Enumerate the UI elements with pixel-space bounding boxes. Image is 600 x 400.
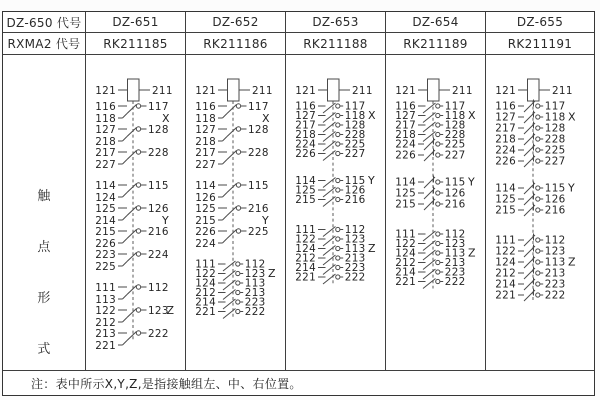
header-dz650-series-label: DZ-650 代号 bbox=[3, 12, 86, 33]
svg-text:215: 215 bbox=[495, 204, 516, 217]
svg-text:124: 124 bbox=[395, 247, 416, 260]
svg-text:215: 215 bbox=[395, 198, 416, 211]
svg-text:122: 122 bbox=[95, 305, 116, 317]
contact-diagram-dz652 bbox=[186, 55, 285, 371]
svg-text:117: 117 bbox=[248, 101, 269, 113]
svg-text:114: 114 bbox=[195, 180, 216, 192]
svg-text:216: 216 bbox=[248, 203, 269, 215]
svg-text:Y: Y bbox=[162, 214, 170, 227]
svg-text:X: X bbox=[468, 109, 476, 122]
svg-text:126: 126 bbox=[444, 187, 466, 200]
svg-text:218: 218 bbox=[395, 129, 416, 141]
svg-text:222: 222 bbox=[148, 328, 169, 340]
svg-text:214: 214 bbox=[395, 266, 416, 279]
svg-text:112: 112 bbox=[148, 282, 169, 294]
svg-text:213: 213 bbox=[244, 287, 266, 299]
svg-text:126: 126 bbox=[344, 184, 366, 197]
svg-text:126: 126 bbox=[148, 203, 169, 215]
svg-text:225: 225 bbox=[95, 261, 116, 273]
svg-text:223: 223 bbox=[444, 266, 466, 279]
svg-text:111: 111 bbox=[495, 234, 516, 247]
svg-text:217: 217 bbox=[195, 147, 216, 159]
svg-text:112: 112 bbox=[544, 234, 566, 247]
svg-text:211: 211 bbox=[352, 85, 373, 97]
svg-text:226: 226 bbox=[295, 148, 316, 160]
svg-text:124: 124 bbox=[495, 256, 516, 269]
svg-text:122: 122 bbox=[195, 268, 216, 280]
svg-text:124: 124 bbox=[195, 277, 216, 290]
svg-text:213: 213 bbox=[344, 252, 366, 265]
code-rk211186: RK211186 bbox=[186, 33, 286, 55]
svg-text:212: 212 bbox=[295, 252, 316, 265]
svg-text:221: 221 bbox=[195, 306, 216, 318]
svg-text:226: 226 bbox=[495, 155, 516, 168]
svg-text:118: 118 bbox=[344, 110, 366, 122]
svg-text:128: 128 bbox=[248, 124, 269, 136]
svg-text:227: 227 bbox=[344, 148, 366, 160]
svg-text:217: 217 bbox=[395, 119, 416, 132]
svg-text:224: 224 bbox=[195, 238, 216, 250]
svg-text:112: 112 bbox=[244, 258, 266, 271]
svg-text:217: 217 bbox=[295, 119, 316, 132]
svg-text:215: 215 bbox=[295, 194, 316, 206]
contact-form-char-4: 式 bbox=[37, 342, 51, 357]
svg-text:212: 212 bbox=[395, 257, 416, 269]
svg-text:116: 116 bbox=[495, 100, 516, 113]
row-label-contact-form bbox=[3, 55, 86, 371]
svg-text:224: 224 bbox=[148, 249, 169, 261]
svg-text:Z: Z bbox=[268, 267, 276, 280]
header-model-dz653: DZ-653 bbox=[286, 12, 386, 33]
svg-text:217: 217 bbox=[495, 122, 516, 135]
svg-text:226: 226 bbox=[395, 149, 416, 162]
svg-text:123: 123 bbox=[344, 233, 366, 246]
svg-text:228: 228 bbox=[544, 133, 566, 146]
svg-text:X: X bbox=[368, 109, 376, 122]
svg-text:121: 121 bbox=[495, 85, 516, 97]
svg-text:225: 225 bbox=[344, 138, 366, 151]
svg-text:211: 211 bbox=[552, 85, 573, 97]
svg-text:116: 116 bbox=[95, 101, 116, 113]
svg-text:223: 223 bbox=[544, 278, 566, 291]
header-model-dz655: DZ-655 bbox=[486, 12, 594, 33]
svg-text:222: 222 bbox=[244, 306, 266, 318]
svg-text:118: 118 bbox=[95, 113, 116, 125]
svg-text:125: 125 bbox=[495, 193, 516, 206]
svg-text:126: 126 bbox=[195, 192, 216, 204]
header-rxma2-series-label: RXMA2 代号 bbox=[3, 33, 86, 55]
svg-text:215: 215 bbox=[195, 215, 216, 227]
svg-text:227: 227 bbox=[195, 159, 216, 171]
svg-text:223: 223 bbox=[344, 262, 366, 274]
svg-text:214: 214 bbox=[495, 278, 516, 291]
svg-text:227: 227 bbox=[444, 149, 466, 162]
svg-text:114: 114 bbox=[495, 182, 516, 195]
svg-text:126: 126 bbox=[544, 193, 566, 206]
svg-text:115: 115 bbox=[444, 176, 466, 189]
svg-text:121: 121 bbox=[295, 85, 316, 97]
contact-diagram-dz651 bbox=[86, 55, 185, 371]
svg-text:125: 125 bbox=[295, 184, 316, 197]
svg-text:114: 114 bbox=[95, 180, 116, 192]
diagram-cell-dz652 bbox=[186, 55, 286, 371]
svg-text:223: 223 bbox=[244, 296, 266, 309]
svg-text:124: 124 bbox=[95, 192, 116, 204]
svg-text:221: 221 bbox=[295, 271, 316, 284]
svg-text:214: 214 bbox=[295, 262, 316, 274]
svg-text:121: 121 bbox=[95, 85, 116, 97]
svg-text:222: 222 bbox=[444, 276, 466, 288]
svg-text:112: 112 bbox=[344, 224, 366, 236]
svg-text:115: 115 bbox=[544, 182, 566, 195]
svg-text:216: 216 bbox=[544, 204, 566, 217]
svg-text:228: 228 bbox=[344, 129, 366, 141]
svg-text:218: 218 bbox=[295, 129, 316, 141]
svg-text:X: X bbox=[262, 112, 270, 125]
svg-text:223: 223 bbox=[95, 249, 116, 261]
code-rk211188: RK211188 bbox=[286, 33, 386, 55]
code-rk211185: RK211185 bbox=[86, 33, 186, 55]
svg-text:113: 113 bbox=[344, 243, 366, 255]
svg-text:123: 123 bbox=[444, 238, 466, 250]
svg-text:117: 117 bbox=[148, 101, 169, 113]
svg-text:112: 112 bbox=[444, 228, 466, 241]
svg-text:Z: Z bbox=[368, 242, 376, 255]
svg-text:127: 127 bbox=[295, 110, 316, 122]
svg-text:225: 225 bbox=[248, 226, 269, 238]
svg-text:218: 218 bbox=[495, 133, 516, 146]
svg-text:224: 224 bbox=[295, 138, 316, 151]
svg-text:227: 227 bbox=[544, 155, 566, 168]
svg-text:211: 211 bbox=[252, 85, 273, 97]
contact-form-char-2: 点 bbox=[37, 240, 51, 255]
contact-diagram-dz655 bbox=[486, 55, 585, 371]
svg-text:113: 113 bbox=[95, 294, 116, 306]
contact-form-char-1: 触 bbox=[37, 189, 51, 204]
svg-text:118: 118 bbox=[544, 111, 566, 124]
svg-text:222: 222 bbox=[544, 289, 566, 302]
svg-text:211: 211 bbox=[452, 85, 473, 97]
svg-text:111: 111 bbox=[395, 228, 416, 241]
svg-text:213: 213 bbox=[544, 267, 566, 280]
svg-text:222: 222 bbox=[344, 271, 366, 284]
svg-text:226: 226 bbox=[195, 226, 216, 238]
diagram-cell-dz653 bbox=[286, 55, 386, 371]
svg-text:123: 123 bbox=[244, 268, 266, 280]
header-model-dz651: DZ-651 bbox=[86, 12, 186, 33]
svg-text:X: X bbox=[568, 110, 576, 124]
svg-text:127: 127 bbox=[195, 124, 216, 136]
svg-text:227: 227 bbox=[95, 159, 116, 171]
svg-text:111: 111 bbox=[295, 224, 316, 236]
svg-text:123: 123 bbox=[544, 245, 566, 258]
svg-text:214: 214 bbox=[95, 215, 116, 227]
diagram-cell-dz655 bbox=[486, 55, 594, 371]
svg-text:228: 228 bbox=[248, 147, 269, 159]
svg-text:111: 111 bbox=[195, 258, 216, 271]
svg-text:127: 127 bbox=[495, 111, 516, 124]
svg-text:212: 212 bbox=[95, 317, 116, 329]
code-rk211189: RK211189 bbox=[386, 33, 486, 55]
svg-text:117: 117 bbox=[444, 100, 466, 113]
svg-text:218: 218 bbox=[95, 136, 116, 148]
contact-diagram-dz653 bbox=[286, 55, 385, 371]
svg-text:121: 121 bbox=[395, 85, 416, 97]
svg-text:116: 116 bbox=[195, 101, 216, 113]
svg-text:224: 224 bbox=[495, 144, 516, 157]
svg-text:121: 121 bbox=[195, 85, 216, 97]
svg-text:Z: Z bbox=[568, 255, 576, 269]
svg-text:225: 225 bbox=[544, 144, 566, 157]
svg-text:Y: Y bbox=[468, 175, 476, 189]
svg-text:221: 221 bbox=[95, 340, 116, 352]
svg-text:122: 122 bbox=[395, 238, 416, 250]
svg-text:224: 224 bbox=[395, 138, 416, 151]
header-model-dz652: DZ-652 bbox=[186, 12, 286, 33]
svg-text:113: 113 bbox=[244, 277, 266, 290]
svg-text:128: 128 bbox=[444, 119, 466, 132]
svg-text:123: 123 bbox=[148, 305, 169, 317]
code-rk211191: RK211191 bbox=[486, 33, 594, 55]
svg-text:122: 122 bbox=[495, 245, 516, 258]
svg-text:128: 128 bbox=[148, 124, 169, 136]
svg-text:212: 212 bbox=[495, 267, 516, 280]
svg-text:116: 116 bbox=[395, 100, 416, 113]
contact-form-char-3: 形 bbox=[37, 291, 51, 306]
svg-text:211: 211 bbox=[152, 85, 173, 97]
svg-text:124: 124 bbox=[295, 243, 316, 255]
svg-text:115: 115 bbox=[344, 175, 366, 187]
svg-text:217: 217 bbox=[95, 147, 116, 159]
svg-text:125: 125 bbox=[95, 203, 116, 215]
relay-spec-table bbox=[2, 11, 595, 396]
svg-text:221: 221 bbox=[395, 276, 416, 288]
svg-text:X: X bbox=[162, 112, 170, 125]
svg-text:115: 115 bbox=[248, 180, 269, 192]
svg-text:116: 116 bbox=[295, 100, 316, 113]
footnote: 注：表中所示X,Y,Z,是指接触组左、中、右位置。 bbox=[31, 376, 302, 391]
svg-text:118: 118 bbox=[444, 110, 466, 122]
svg-text:122: 122 bbox=[295, 233, 316, 246]
svg-text:216: 216 bbox=[148, 226, 169, 238]
svg-text:212: 212 bbox=[195, 287, 216, 299]
svg-text:115: 115 bbox=[148, 180, 169, 192]
diagram-cell-dz654 bbox=[386, 55, 486, 371]
contact-diagram-dz654 bbox=[386, 55, 485, 371]
svg-text:215: 215 bbox=[95, 226, 116, 238]
svg-text:218: 218 bbox=[195, 136, 216, 148]
svg-text:128: 128 bbox=[544, 122, 566, 135]
svg-text:228: 228 bbox=[148, 147, 169, 159]
svg-text:225: 225 bbox=[444, 138, 466, 151]
diagram-cell-dz651 bbox=[86, 55, 186, 371]
svg-text:117: 117 bbox=[544, 100, 566, 113]
svg-text:114: 114 bbox=[295, 175, 316, 187]
svg-text:214: 214 bbox=[195, 296, 216, 309]
svg-text:125: 125 bbox=[395, 187, 416, 200]
svg-text:113: 113 bbox=[544, 256, 566, 269]
svg-text:127: 127 bbox=[95, 124, 116, 136]
svg-text:216: 216 bbox=[444, 198, 466, 211]
svg-text:117: 117 bbox=[344, 100, 366, 113]
header-model-dz654: DZ-654 bbox=[386, 12, 486, 33]
svg-text:114: 114 bbox=[395, 176, 416, 189]
svg-text:Y: Y bbox=[368, 174, 376, 187]
svg-text:213: 213 bbox=[95, 328, 116, 340]
svg-text:216: 216 bbox=[344, 194, 366, 206]
svg-text:Y: Y bbox=[262, 214, 270, 227]
svg-text:213: 213 bbox=[444, 257, 466, 269]
svg-text:228: 228 bbox=[444, 129, 466, 141]
svg-text:118: 118 bbox=[195, 113, 216, 125]
svg-text:125: 125 bbox=[195, 203, 216, 215]
svg-text:226: 226 bbox=[95, 238, 116, 250]
svg-text:113: 113 bbox=[444, 247, 466, 260]
svg-text:221: 221 bbox=[495, 289, 516, 302]
svg-text:Z: Z bbox=[468, 246, 476, 260]
svg-text:128: 128 bbox=[344, 119, 366, 132]
svg-text:Y: Y bbox=[568, 181, 576, 195]
svg-text:111: 111 bbox=[95, 282, 116, 294]
svg-text:127: 127 bbox=[395, 110, 416, 122]
svg-text:Z: Z bbox=[166, 304, 175, 317]
